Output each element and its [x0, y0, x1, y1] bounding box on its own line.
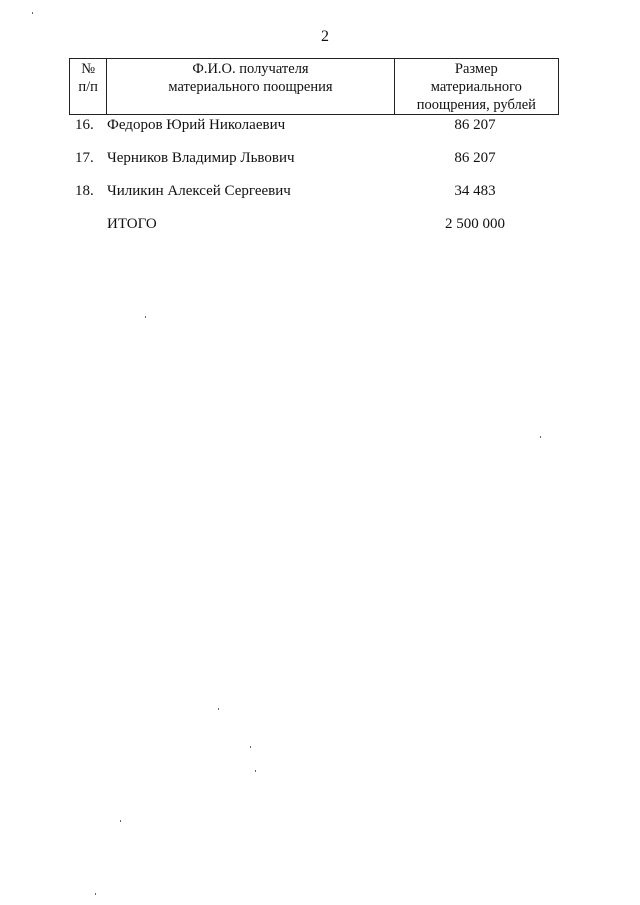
scan-speck [95, 893, 96, 895]
header-amount-line2: материального [430, 79, 522, 95]
header-num [70, 59, 107, 115]
scan-speck [250, 746, 251, 748]
header-amount-line3: поощрения, рублей [416, 97, 536, 113]
scan-speck [120, 820, 121, 822]
header-name-line1: Ф.И.О. получателя [192, 61, 309, 77]
row-amount: 86 207 [454, 117, 496, 133]
row-amount: 86 207 [454, 150, 496, 166]
scan-speck [540, 436, 541, 438]
total-amount: 2 500 000 [445, 216, 505, 232]
header-name-line2: материального поощрения [168, 79, 333, 95]
row-num: 16. [75, 117, 94, 133]
scan-speck [32, 12, 33, 14]
page-number: 2 [321, 28, 329, 45]
row-name: Федоров Юрий Николаевич [107, 117, 286, 133]
header-amount [394, 59, 558, 115]
row-amount: 34 483 [454, 183, 496, 199]
scan-speck [218, 708, 219, 710]
header-num-line1: № [81, 61, 96, 77]
row-num: 18. [75, 183, 94, 199]
header-num-line2: п/п [78, 79, 98, 95]
scan-speck [145, 316, 146, 318]
row-num: 17. [75, 150, 94, 166]
recipients-table-header [69, 58, 559, 115]
total-label: ИТОГО [107, 216, 157, 232]
header-name [107, 59, 394, 115]
scan-speck [255, 770, 256, 772]
header-amount-line1: Размер [454, 61, 498, 77]
row-name: Чиликин Алексей Сергеевич [107, 183, 291, 199]
row-name: Черников Владимир Львович [107, 150, 295, 166]
